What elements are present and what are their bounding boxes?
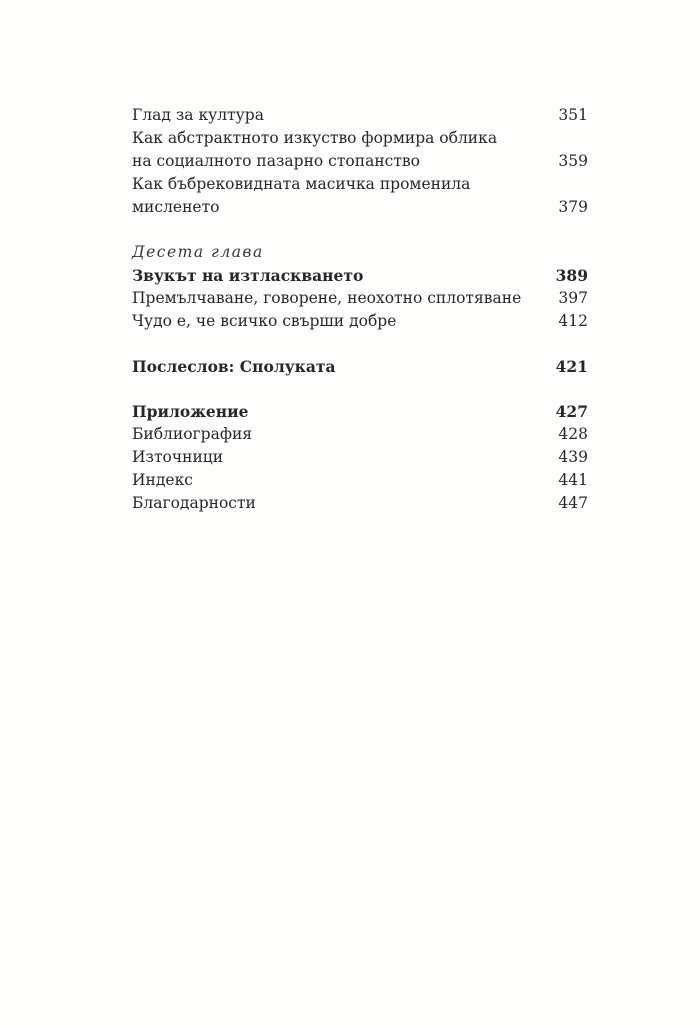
chapter-title-entry bbox=[132, 264, 588, 287]
toc-entry-page: 359 bbox=[558, 152, 588, 170]
afterword-title: Послеслов: Сполуката bbox=[132, 357, 336, 376]
toc-entry-title bbox=[132, 127, 558, 173]
toc-entry-page: 439 bbox=[558, 448, 588, 466]
toc-entry-title: Благодарности bbox=[132, 494, 256, 512]
toc-entry-page: 441 bbox=[558, 471, 588, 489]
chapter-label: Десета глава bbox=[132, 243, 264, 261]
toc-entry bbox=[132, 310, 588, 333]
toc-entry-page: 351 bbox=[558, 106, 588, 124]
toc-entry bbox=[132, 492, 588, 515]
toc-entry-title: Библиография bbox=[132, 425, 253, 443]
toc-entry bbox=[132, 287, 588, 310]
chapter-title: Звукът на изтласкването bbox=[132, 266, 364, 285]
appendix-title: Приложение bbox=[132, 402, 249, 421]
toc-entry bbox=[132, 423, 588, 446]
toc-entry-title: Източници bbox=[132, 448, 224, 466]
toc-entry bbox=[132, 127, 588, 173]
table-of-contents bbox=[132, 104, 588, 515]
toc-entry bbox=[132, 173, 588, 219]
toc-entry-page: 428 bbox=[558, 425, 588, 443]
toc-entry-title: Премълчаване, говорене, неохотно сплотяване bbox=[132, 289, 522, 307]
toc-entry-title: Как бъбрековидната масичка променила мисленето bbox=[132, 175, 471, 216]
toc-entry-title: Индекс bbox=[132, 471, 193, 489]
toc-entry bbox=[132, 104, 588, 127]
toc-entry-page: 447 bbox=[558, 494, 588, 512]
toc-entry bbox=[132, 469, 588, 492]
toc-entry-page: 397 bbox=[558, 289, 588, 307]
afterword-page: 421 bbox=[555, 357, 588, 376]
toc-entry-title: Глад за култура bbox=[132, 106, 264, 124]
toc-entry-title-line1: Как абстрактното изкуство формира облика bbox=[132, 129, 498, 147]
chapter-title-page: 389 bbox=[555, 266, 588, 285]
toc-entry-title: Чудо е, че всичко свърши добре bbox=[132, 312, 397, 330]
toc-entry bbox=[132, 446, 588, 469]
toc-entry-page: 412 bbox=[558, 312, 588, 330]
afterword-entry bbox=[132, 355, 588, 378]
appendix-entry bbox=[132, 400, 588, 423]
toc-entry-page: 379 bbox=[558, 198, 588, 216]
toc-entry-title-line2: на социалното пазарно стопанство bbox=[132, 152, 420, 170]
appendix-page: 427 bbox=[555, 402, 588, 421]
